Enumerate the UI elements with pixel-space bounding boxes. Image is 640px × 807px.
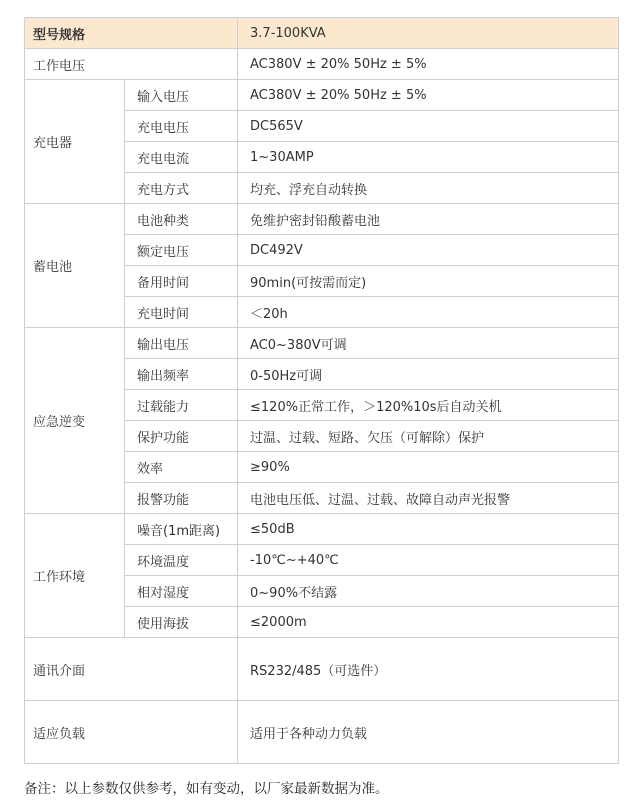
row-value: ＜20h: [238, 297, 619, 328]
comm-label: 通讯介面: [25, 638, 238, 701]
table-row: [25, 18, 619, 49]
row-value: ≥90%: [238, 452, 619, 483]
row-label: 相对湿度: [125, 576, 238, 607]
row-label: 噪音(1m距离): [125, 514, 238, 545]
row-value: 过温、过载、短路、欠压（可解除）保护: [238, 421, 619, 452]
inverter-category: 应急逆变: [25, 328, 125, 514]
row-value: ≤2000m: [238, 607, 619, 638]
row-value: 90min(可按需而定): [238, 266, 619, 297]
table-row: [25, 701, 619, 764]
row-value: 免维护密封铅酸蓄电池: [238, 204, 619, 235]
row-label: 使用海拔: [125, 607, 238, 638]
table-row: [25, 638, 619, 701]
row-value: 0-50Hz可调: [238, 359, 619, 390]
row-value: 均充、浮充自动转换: [238, 173, 619, 204]
environment-category: 工作环境: [25, 514, 125, 638]
work-voltage-value: AC380V ± 20% 50Hz ± 5%: [238, 49, 619, 80]
spec-header-value: 3.7-100KVA: [238, 18, 619, 49]
footnote: 备注：以上参数仅供参考，如有变动，以厂家最新数据为准。: [24, 781, 389, 797]
row-label: 充电电压: [125, 111, 238, 142]
row-value: AC0~380V可调: [238, 328, 619, 359]
table-row: [25, 80, 619, 111]
comm-value: RS232/485（可选件）: [238, 638, 619, 701]
work-voltage-label: 工作电压: [25, 49, 238, 80]
table-row: [25, 514, 619, 545]
row-value: 1~30AMP: [238, 142, 619, 173]
row-label: 报警功能: [125, 483, 238, 514]
table-row: [25, 328, 619, 359]
row-label: 过载能力: [125, 390, 238, 421]
row-label: 额定电压: [125, 235, 238, 266]
row-label: 效率: [125, 452, 238, 483]
row-label: 输出电压: [125, 328, 238, 359]
load-value: 适用于各种动力负载: [238, 701, 619, 764]
load-label: 适应负载: [25, 701, 238, 764]
spec-header-label: 型号规格: [25, 18, 238, 49]
row-label: 充电方式: [125, 173, 238, 204]
row-label: 充电电流: [125, 142, 238, 173]
battery-category: 蓄电池: [25, 204, 125, 328]
row-value: AC380V ± 20% 50Hz ± 5%: [238, 80, 619, 111]
table-row: [25, 204, 619, 235]
charger-category: 充电器: [25, 80, 125, 204]
row-value: ≤50dB: [238, 514, 619, 545]
row-label: 备用时间: [125, 266, 238, 297]
row-label: 保护功能: [125, 421, 238, 452]
row-label: 输入电压: [125, 80, 238, 111]
row-value: ≤120%正常工作，＞120%10s后自动关机: [238, 390, 619, 421]
row-value: -10℃~+40℃: [238, 545, 619, 576]
row-value: DC492V: [238, 235, 619, 266]
row-value: DC565V: [238, 111, 619, 142]
row-label: 电池种类: [125, 204, 238, 235]
row-label: 输出频率: [125, 359, 238, 390]
table-row: [25, 49, 619, 80]
spec-table: [24, 17, 619, 764]
row-label: 充电时间: [125, 297, 238, 328]
row-value: 电池电压低、过温、过载、故障自动声光报警: [238, 483, 619, 514]
row-value: 0~90%不结露: [238, 576, 619, 607]
row-label: 环境温度: [125, 545, 238, 576]
